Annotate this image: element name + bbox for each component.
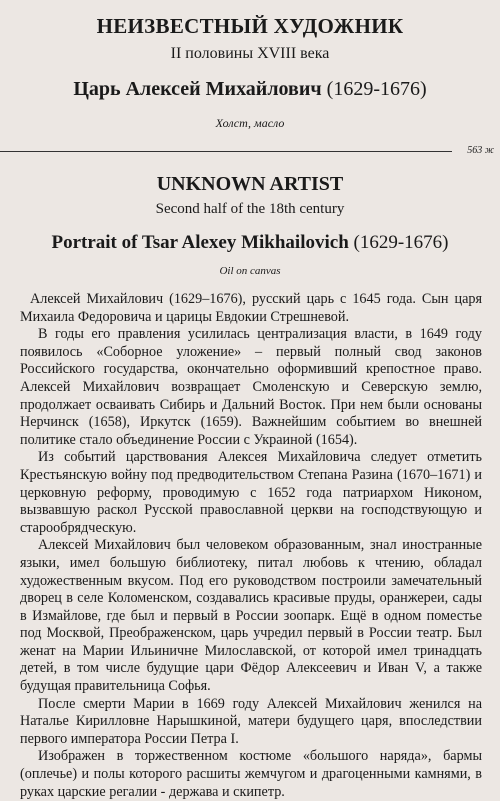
- paragraph: Алексей Михайлович (1629–1676), русский царь с 1645 года. Сын царя Михаила Федоровича и царицы Евдокии Стрешневой.: [20, 291, 482, 325]
- years-en: (1629-1676): [353, 232, 449, 253]
- divider-line: [0, 151, 452, 152]
- artist-title-en: UNKNOWN ARTIST: [156, 173, 344, 195]
- period-ru: II половины XVIII века: [170, 45, 330, 62]
- paragraph: Алексей Михайлович был человеком образованным, знал иностранные языки, имел большую библиотеку, питал любовь к чтению, обладал художественным вкусом. Под его руководством построили замечательный дворец в селе Коломенском, создавались красивые пруды, оранжереи, сады в Измайлове, где был и первый в России зоопарк. Ещё в одном поместье под Москвой, Преображенском, царь учредил первый в России театр. Был женат на Марии Ильиничне Милославской, от которой имел тринадцать детей, в том числе будущие цари Фёдор Алексеевич и Иван V, а также будущая правительница Софья.: [20, 537, 482, 695]
- paragraph: Изображен в торжественном костюме «большого наряда», бармы (оплечье) и полы которого расшиты жемчугом и драгоценными камнями, в руках царские регалии - держава и скипетр.: [20, 748, 482, 800]
- sitter-name-en: Portrait of Tsar Alexey Mikhailovich: [51, 232, 349, 253]
- portrait-name-en: [0, 232, 500, 254]
- catalog-number: 563 ж: [467, 145, 494, 156]
- medium-en: Oil on canvas: [219, 265, 281, 277]
- period-en: Second half of the 18th century: [155, 201, 345, 217]
- medium-ru: Холст, масло: [215, 116, 285, 130]
- sitter-name-ru: Царь Алексей Михайлович: [73, 78, 322, 100]
- years-ru: (1629-1676): [326, 78, 427, 100]
- portrait-name-ru: [0, 78, 500, 101]
- paragraph: Из событий царствования Алексея Михайловича следует отметить Крестьянскую войну под предводительством Степана Разина (1670–1671) и церковную реформу, проводимую с 1652 года патриархом Никоном, вызвавшую раскол Русской православной церкви на господствующую и старообрядческую.: [20, 449, 482, 536]
- paragraph: В годы его правления усилилась централизация власти, в 1649 году появилось «Соборное уложение» – первый полный свод законов Российского государства, окончательно оформивший крепостное право. Алексей Михайлович возвращает Смоленскую и Северскую землю, продолжает осваивать Сибирь и Дальний Восток. При нем были основаны Нерчинск (1658), Иркутск (1659). Важнейшим событием во внешней политике стало объединение России с Украиной (1654).: [20, 326, 482, 448]
- biography-text: [20, 291, 482, 801]
- paragraph: После смерти Марии в 1669 году Алексей Михайлович женился на Наталье Кирилловне Нарышкиной, матери будущего царя, впоследствии первого императора России Петра I.: [20, 695, 482, 747]
- artist-title-ru: НЕИЗВЕСТНЫЙ ХУДОЖНИК: [96, 14, 404, 38]
